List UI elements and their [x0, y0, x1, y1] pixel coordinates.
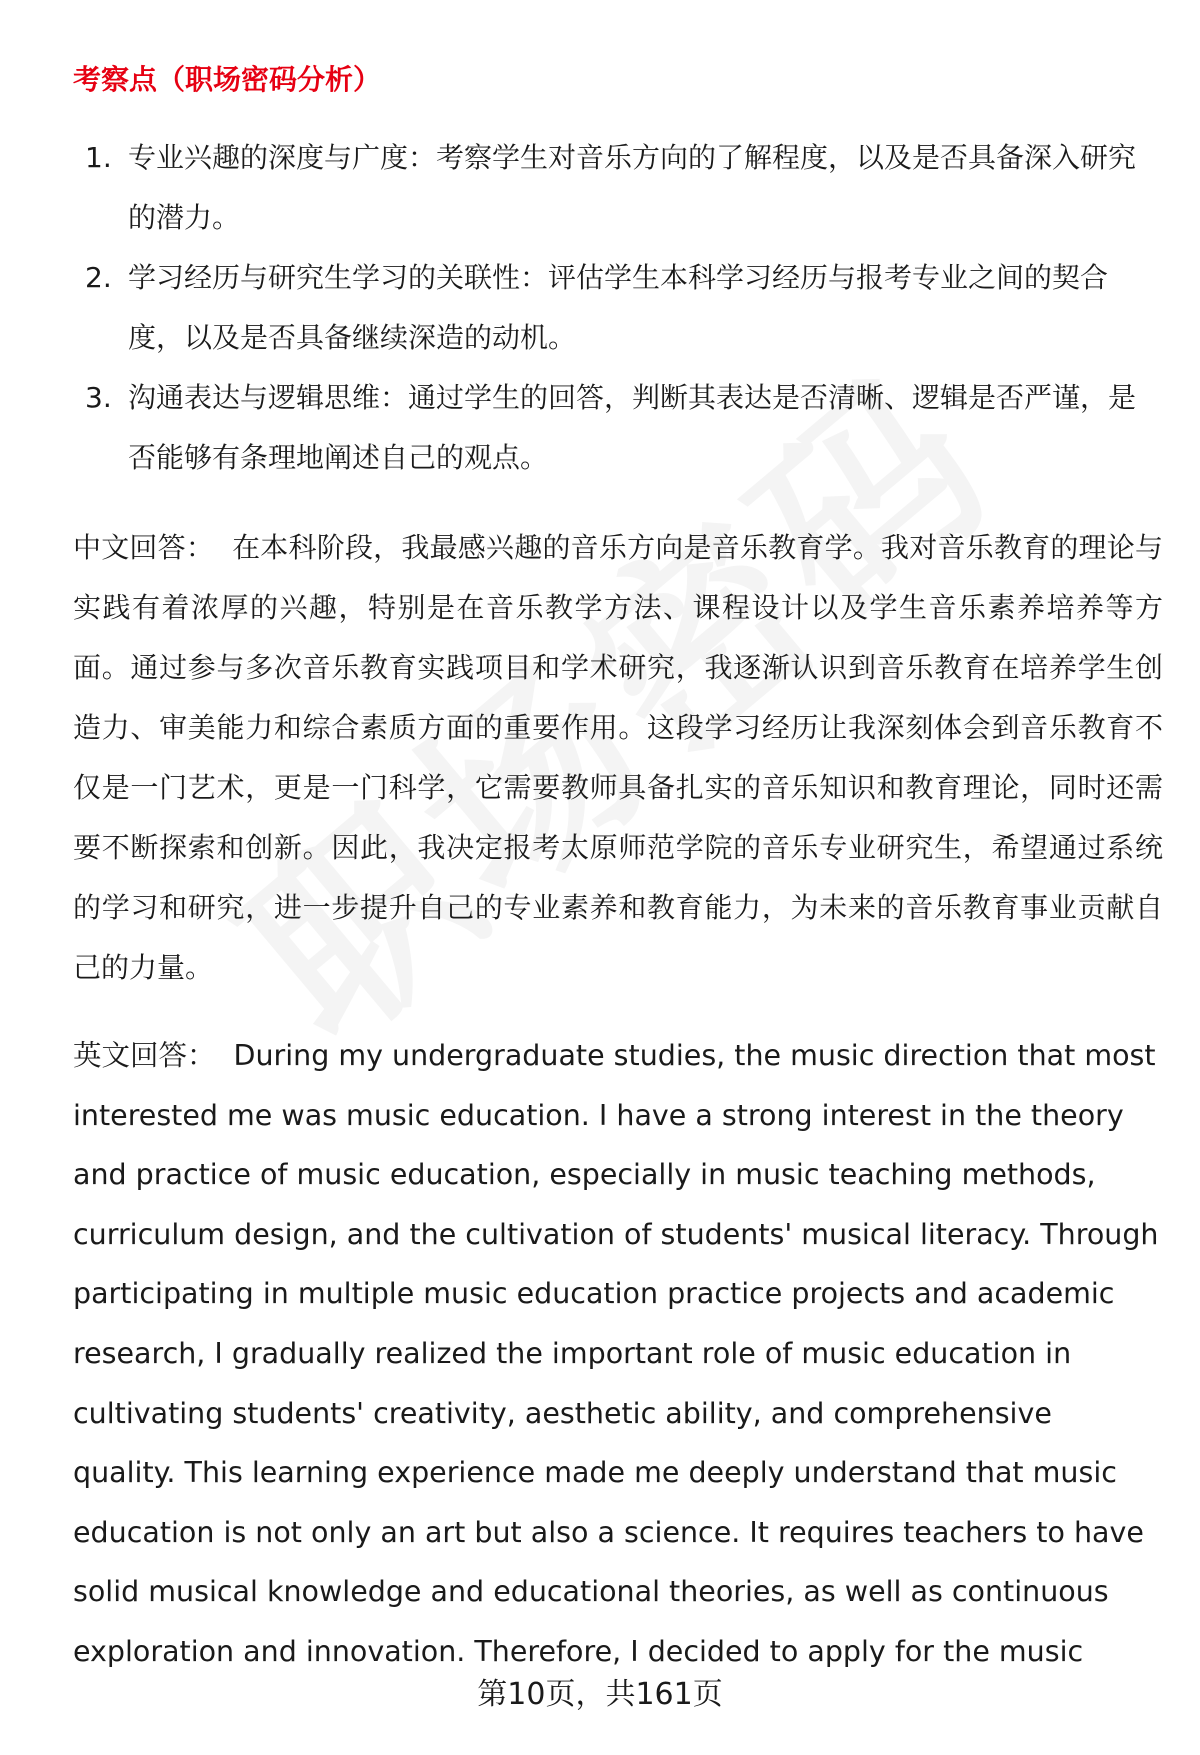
- page-content: [73, 52, 1163, 1710]
- chinese-answer-label: 中文回答：: [73, 531, 215, 564]
- list-item-number: 3.: [85, 381, 112, 414]
- list-item-number: 1.: [85, 141, 112, 174]
- assessment-points-list: [73, 128, 1163, 488]
- list-item-text: 学习经历与研究生学习的关联性：评估学生本科学习经历与报考专业之间的契合度，以及是否具备继续深造的动机。: [128, 261, 1109, 354]
- english-answer-label: 英文回答：: [73, 1039, 216, 1072]
- list-item-text: 沟通表达与逻辑思维：通过学生的回答，判断其表达是否清晰、逻辑是否严谨，是否能够有条理地阐述自己的观点。: [128, 381, 1137, 474]
- list-item: [73, 368, 1163, 488]
- page-number-indicator: 第10页，共161页: [477, 1677, 723, 1712]
- chinese-answer-text: 在本科阶段，我最感兴趣的音乐方向是音乐教育学。我对音乐教育的理论与实践有着浓厚的兴趣，特别是在音乐教学方法、课程设计以及学生音乐素养培养等方面。通过参与多次音乐教育实践项目和学术研究，我逐渐认识到音乐教育在培养学生创造力、审美能力和综合素质方面的重要作用。这段学习经历让我深刻体会到音乐教育不仅是一门艺术，更是一门科学，它需要教师具备扎实的音乐知识和教育理论，同时还需要不断探索和创新。因此，我决定报考太原师范学院的音乐专业研究生，希望通过系统的学习和研究，进一步提升自己的专业素养和教育能力，为未来的音乐教育事业贡献自己的力量。: [73, 531, 1163, 984]
- chinese-answer-paragraph: [73, 518, 1163, 998]
- english-answer-text: During my undergraduate studies, the music direction that most interested me was music education. I have a strong interest in the theory and practice of music education, especially in music teaching methods, curriculum design, and the cultivation of students' musical literacy. Through participating in multiple music education practice projects and academic research, I gradually realized the important role of music education in cultivating students' creativity, aesthetic ability, and comprehensive quality. This learning experience made me deeply understand that music education is not only an art but also a science. It requires teachers to have solid musical knowledge and educational theories, as well as continuous exploration and innovation. Therefore, I decided to apply for the music: [73, 1039, 1159, 1668]
- list-item: [73, 248, 1163, 368]
- list-item: [73, 128, 1163, 248]
- list-item-text: 专业兴趣的深度与广度：考察学生对音乐方向的了解程度，以及是否具备深入研究的潜力。: [128, 141, 1137, 234]
- section-title: 考察点（职场密码分析）: [73, 63, 382, 96]
- list-item-number: 2.: [85, 261, 112, 294]
- english-answer-paragraph: [73, 1026, 1163, 1682]
